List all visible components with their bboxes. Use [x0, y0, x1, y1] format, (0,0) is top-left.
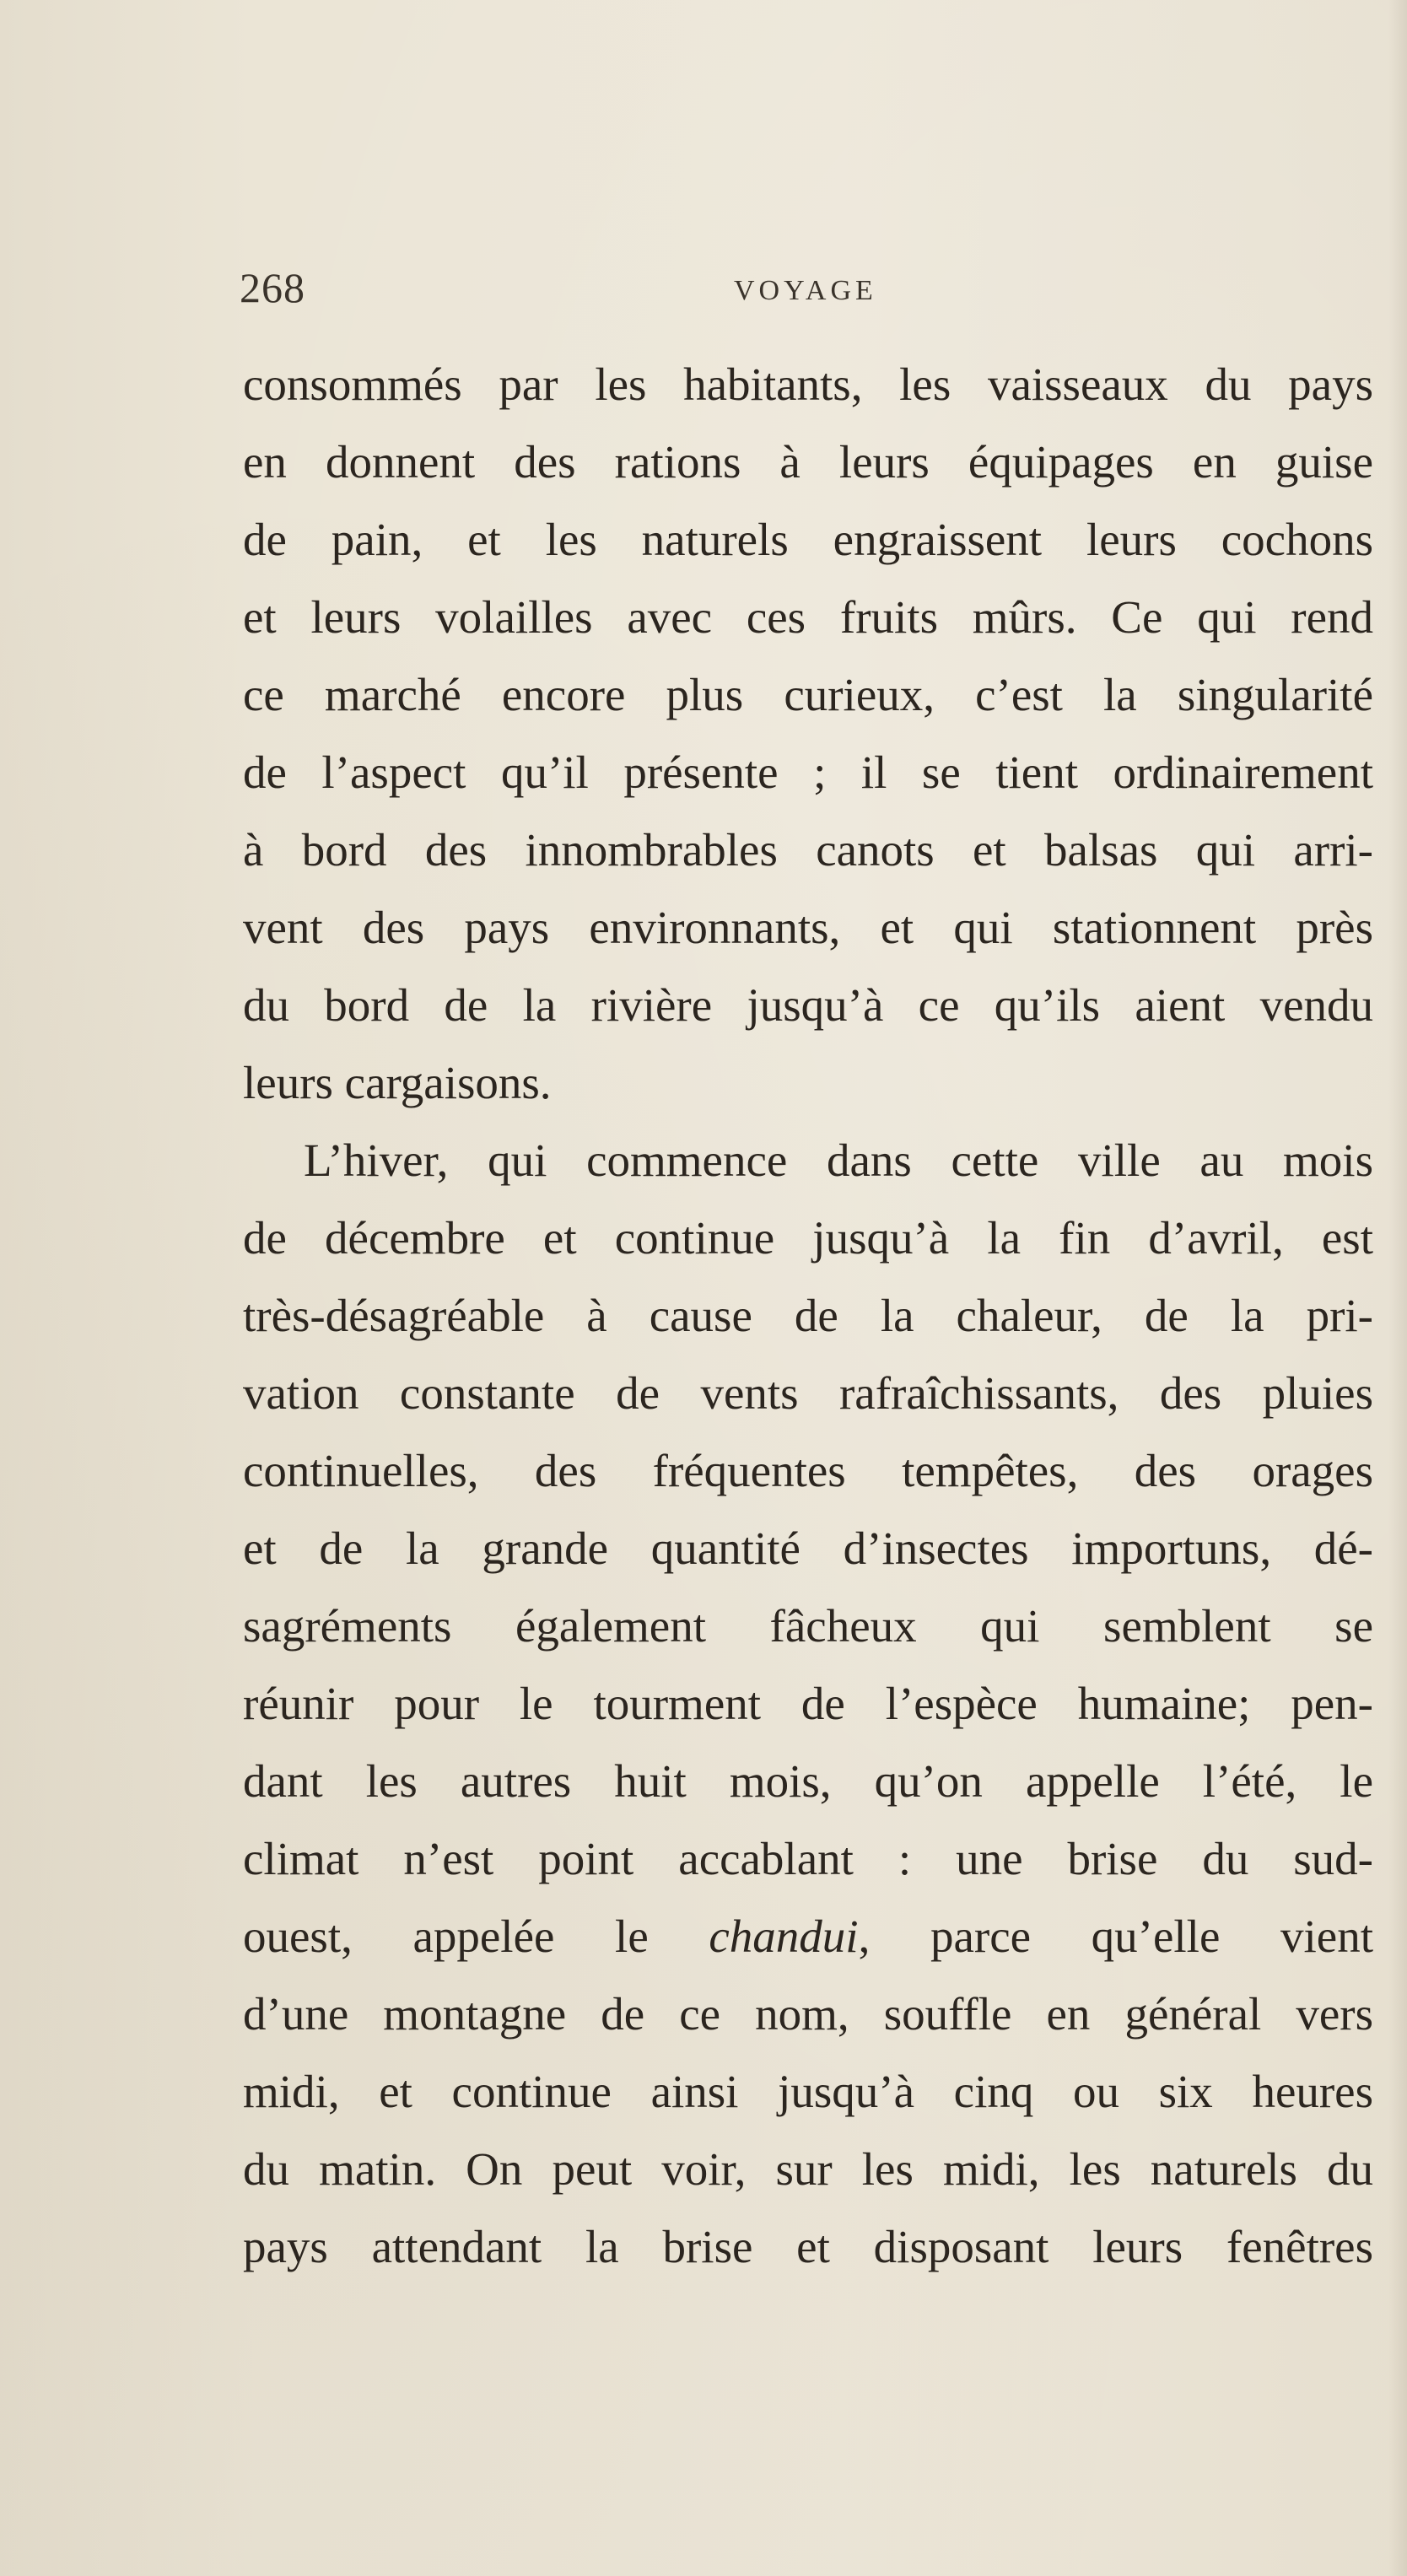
- text-line: dant les autres huit mois, qu’on appelle l’été, le: [243, 1755, 1373, 1807]
- text-line: de l’aspect qu’il présente ; il se tient ordinairement: [243, 746, 1373, 798]
- text-line: du bord de la rivière jusqu’à ce qu’ils aient vendu: [243, 979, 1373, 1031]
- text-line: pays attendant la brise et disposant leurs fenêtres: [243, 2221, 1373, 2272]
- paragraph-1: [243, 346, 1373, 1122]
- body-text: [243, 346, 1373, 2286]
- text-line: sagréments également fâcheux qui semblent se: [243, 1600, 1373, 1652]
- running-head: [0, 263, 1407, 322]
- running-title: VOYAGE: [734, 275, 877, 306]
- text-line: continuelles, des fréquentes tempêtes, des orages: [243, 1445, 1373, 1496]
- text-line: d’une montagne de ce nom, souffle en général vers: [243, 1988, 1373, 2040]
- text-line: de décembre et continue jusqu’à la fin d’avril, est: [243, 1212, 1373, 1264]
- italic-term: chandui: [709, 1910, 859, 1962]
- text-line: midi, et continue ainsi jusqu’à cinq ou six heures: [243, 2066, 1373, 2117]
- text-line: en donnent des rations à leurs équipages en guise: [243, 436, 1373, 488]
- text-line: climat n’est point accablant : une brise du sud-: [243, 1833, 1373, 1884]
- text-line: et leurs volailles avec ces fruits mûrs. Ce qui rend: [243, 591, 1373, 643]
- text-line: à bord des innombrables canots et balsas qui arri-: [243, 824, 1373, 876]
- page-number: 268: [240, 264, 305, 311]
- text-line: leurs cargaisons.: [243, 1057, 552, 1108]
- text-line: très-désagréable à cause de la chaleur, de la pri-: [243, 1290, 1373, 1341]
- text-line: vation constante de vents rafraîchissants, des pluies: [243, 1367, 1373, 1419]
- page-edge-shadow: [1388, 0, 1407, 2576]
- text-line: réunir pour le tourment de l’espèce humaine; pen-: [243, 1678, 1373, 1729]
- text-line: L’hiver, qui commence dans cette ville au mois: [304, 1134, 1373, 1186]
- text-line: vent des pays environnants, et qui stationnent près: [243, 902, 1373, 953]
- text-line: ce marché encore plus curieux, c’est la singularité: [243, 669, 1373, 720]
- text-line: consommés par les habitants, les vaisseaux du pays: [243, 358, 1373, 410]
- text-line: et de la grande quantité d’insectes importuns, dé-: [243, 1522, 1373, 1574]
- text-line: ouest, appelée le chandui, parce qu’elle vient: [243, 1910, 1373, 1962]
- paragraph-2: [243, 1122, 1373, 2286]
- text-line: du matin. On peut voir, sur les midi, les naturels du: [243, 2143, 1373, 2195]
- text-line: de pain, et les naturels engraissent leurs cochons: [243, 514, 1373, 565]
